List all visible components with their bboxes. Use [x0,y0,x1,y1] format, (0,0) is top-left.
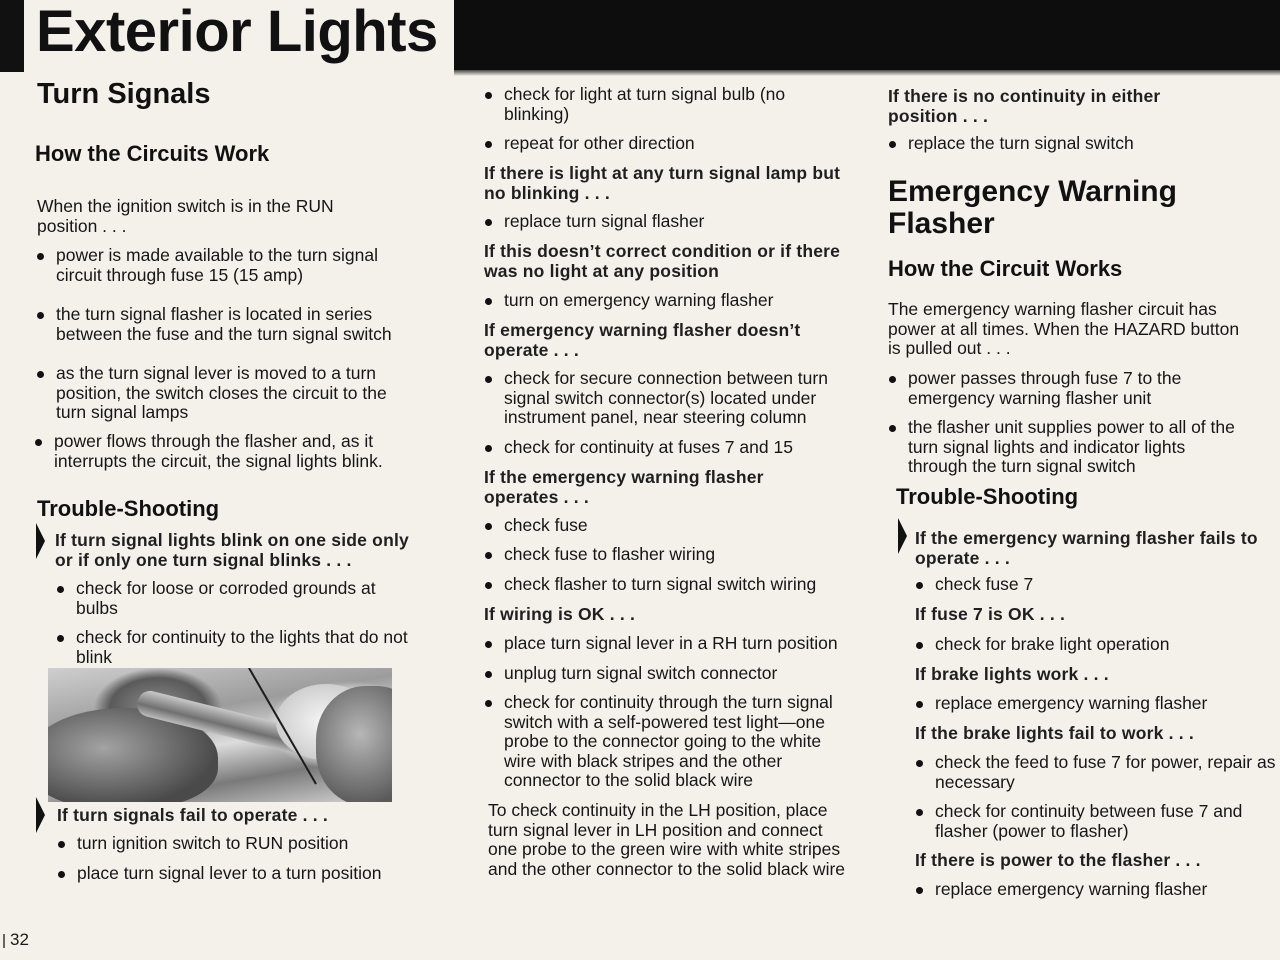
list-item-line: circuit through fuse 15 (15 amp) [56,264,304,285]
list-item-line: check the feed to fuse 7 for power, repair as [935,752,1276,772]
list-item [36,364,387,423]
list-item-line: turn signal lamps [56,402,189,422]
condition-line: operates . . . [484,486,589,507]
pointer-arrow-icon [898,518,907,554]
list-item [484,134,695,154]
list-item-line: turn on emergency warning flasher [504,290,774,310]
condition-line: no blinking . . . [484,182,610,203]
list-item-line: check fuse to flasher wiring [504,544,716,564]
list-item-line: place turn signal lever to a turn position [77,863,382,883]
condition-line: position . . . [888,105,989,126]
list-item [484,291,773,311]
list-item [56,628,408,667]
section-title-turn-signals: Turn Signals [37,78,211,110]
condition-heading: If brake lights work . . . [915,664,1109,684]
list-item-line: power is made available to the turn signal [56,245,378,265]
list-item [57,864,381,884]
intro-line: is pulled out . . . [888,338,1011,358]
list-item-line: probe to the connector going to the white [504,731,822,751]
intro-line: When the ignition switch is in the RUN [37,196,334,216]
list-item [484,575,816,595]
condition-line: If this doesn’t correct condition or if there [484,241,841,261]
list-item-line: unplug turn signal switch connector [504,663,778,683]
intro-line: power at all times. When the HAZARD button [888,318,1240,339]
list-item-line: power flows through the flasher and, as it [54,431,374,451]
list-item [888,134,1134,154]
header-black-band [454,0,1280,70]
list-item-line: check for brake light operation [935,634,1170,654]
list-item-line: check for continuity at fuses 7 and 15 [504,437,793,457]
list-item-line: signal switch connector(s) located under [504,387,817,408]
list-item [915,802,1242,841]
condition-heading: If there is power to the flasher . . . [915,850,1201,870]
list-item-line: check for loose or corroded grounds at [76,578,376,598]
condition-line: or if only one turn signal blinks . . . [55,549,352,570]
condition-line: If there is light at any turn signal lamp but [484,163,841,183]
list-item [484,693,833,791]
condition-heading [484,242,840,281]
pointer-arrow-icon [36,523,45,559]
list-item [484,634,838,654]
list-item [915,694,1207,714]
page-title: Exterior Lights [36,0,438,64]
list-item-line: replace emergency warning flasher [935,693,1208,713]
list-item-line: repeat for other direction [504,133,695,153]
list-item-line: power passes through fuse 7 to the [908,368,1182,388]
list-item [484,664,777,684]
list-item-line: connector to the solid black wire [504,770,754,790]
list-item-line: instrument panel, near steering column [504,407,807,427]
header-band-edge [454,68,1280,76]
closing-paragraph [488,801,845,879]
list-item [484,545,715,565]
condition-line: If the emergency warning flasher [484,467,764,487]
paragraph-line: one probe to the green wire with white stripes [488,839,841,859]
list-item [34,432,383,471]
section-title-line: Emergency Warning [888,175,1177,208]
list-item-line: replace emergency warning flasher [935,879,1208,899]
list-item-line: check for continuity between fuse 7 and [935,801,1243,821]
list-item-line: between the fuse and the turn signal switch [56,323,392,344]
subsection-title-how-circuits-work: How the Circuits Work [35,141,270,166]
condition-heading [915,529,1258,568]
list-item [36,246,378,285]
photo-hand [316,686,392,802]
list-item-line: check for light at turn signal bulb (no [504,84,786,104]
list-item [484,212,704,232]
list-item [36,305,392,344]
section-tab [0,0,24,72]
page-number: 32 [10,930,29,949]
list-item-line: bulbs [76,597,118,618]
subsection-title-how-circuit-works: How the Circuit Works [888,256,1123,281]
list-item-line: check for continuity through the turn signal [504,692,833,712]
intro-line: The emergency warning flasher circuit has [888,299,1217,319]
condition-heading [55,531,409,570]
list-item [484,85,785,124]
condition-line: If turn signal lights blink on one side only [55,530,409,550]
condition-heading [888,87,1160,126]
list-item-line: check fuse 7 [935,574,1034,594]
condition-heading: If the brake lights fail to work . . . [915,723,1194,743]
paragraph-line: and the other connector to the solid black wire [488,858,846,879]
list-item [56,579,376,618]
condition-line: operate . . . [915,547,1010,568]
condition-heading [484,468,764,507]
list-item [484,438,793,458]
list-item-line: through the turn signal switch [908,456,1136,476]
list-item-line: replace turn signal flasher [504,211,705,231]
list-item-line: turn ignition switch to RUN position [77,833,349,853]
paragraph-line: turn signal lever in LH position and connect [488,819,823,840]
condition-heading: If wiring is OK . . . [484,604,636,624]
trouble-shooting-title: Trouble-Shooting [896,484,1079,509]
pointer-arrow-icon [36,797,45,833]
list-item [484,516,588,536]
intro-line: position . . . [37,215,127,236]
condition-heading: If turn signals fail to operate . . . [57,805,328,825]
list-item [57,834,348,854]
list-item-line: blinking) [504,103,570,124]
section-title-line: Flasher [888,207,995,240]
list-item-line: check flasher to turn signal switch wiring [504,574,817,594]
list-item-line: the turn signal flasher is located in series [56,304,373,324]
list-item [915,880,1207,900]
list-item-line: check fuse [504,515,588,535]
list-item [888,418,1235,477]
list-item-line: wire with black stripes and the other [504,750,783,771]
list-item-line: interrupts the circuit, the signal lights blink. [54,450,383,471]
intro-paragraph [888,300,1239,359]
list-item [915,753,1275,792]
list-item-line: flasher (power to flasher) [935,820,1129,841]
list-item [915,575,1033,595]
list-item-line: check for continuity to the lights that do not [76,627,408,647]
page-edge-mark [3,934,5,948]
condition-line: If the emergency warning flasher fails to [915,528,1258,548]
section-title-emergency-flasher [888,176,1177,240]
condition-line: operate . . . [484,339,579,360]
list-item-line: place turn signal lever in a RH turn position [504,633,838,653]
list-item-line: replace the turn signal switch [908,133,1134,153]
list-item [484,369,828,428]
trouble-shooting-title: Trouble-Shooting [37,496,220,521]
list-item-line: turn signal lights and indicator lights [908,436,1186,457]
paragraph-line: To check continuity in the LH position, place [488,800,828,820]
list-item-line: as the turn signal lever is moved to a turn [56,363,377,383]
condition-heading: If fuse 7 is OK . . . [915,604,1066,624]
list-item-line: the flasher unit supplies power to all of the [908,417,1235,437]
list-item-line: check for secure connection between turn [504,368,828,388]
list-item-line: position, the switch closes the circuit to the [56,382,387,403]
list-item [888,369,1181,408]
list-item-line: blink [76,646,112,667]
condition-line: If there is no continuity in either [888,86,1161,106]
condition-line: was no light at any position [484,260,720,281]
intro-paragraph [37,197,334,236]
list-item-line: emergency warning flasher unit [908,387,1152,408]
condition-line: If emergency warning flasher doesn’t [484,320,801,340]
condition-heading [484,164,840,203]
list-item-line: switch with a self-powered test light—one [504,711,825,732]
photo-bulb-test [48,668,392,802]
condition-heading [484,321,800,360]
list-item [915,635,1169,655]
list-item-line: necessary [935,771,1015,792]
